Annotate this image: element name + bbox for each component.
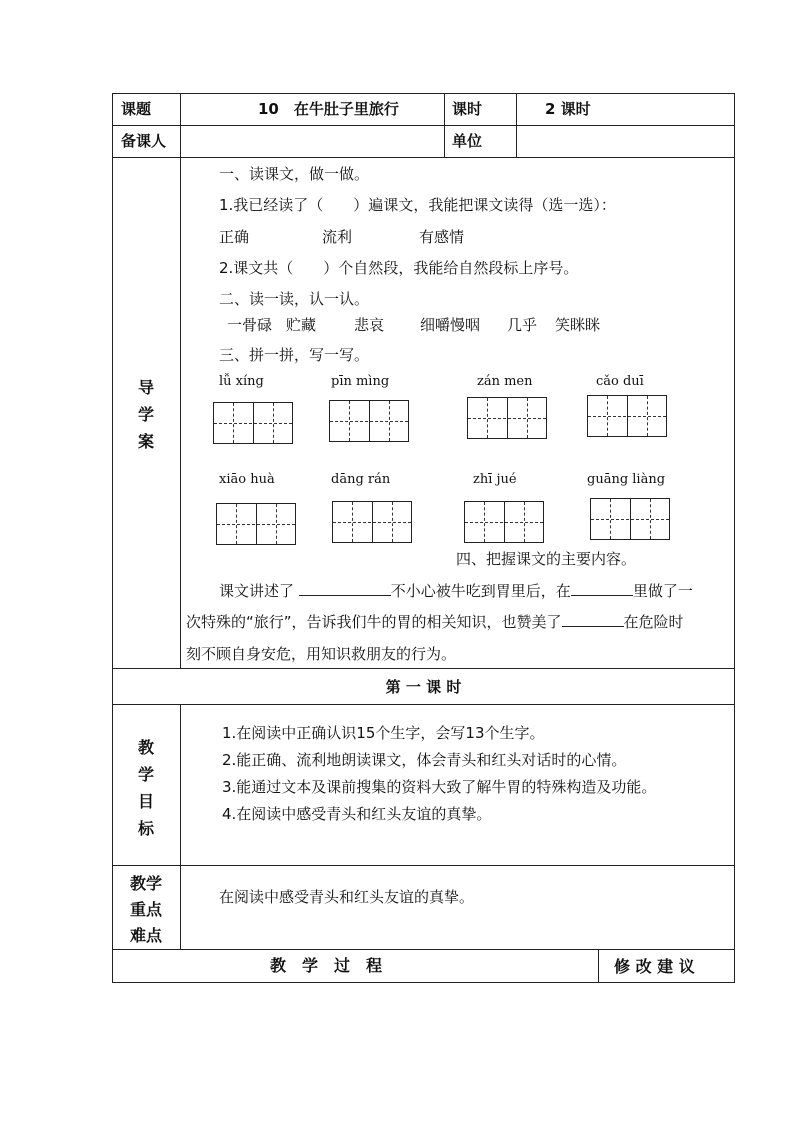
- goal-item: 4.在阅读中感受青头和红头友谊的真挚。: [222, 805, 492, 823]
- goals-side-char: 学: [137, 765, 154, 784]
- summary-line-2: [186, 605, 735, 639]
- goals-side-char: 目: [137, 792, 154, 811]
- word-item: 悲哀: [354, 316, 385, 334]
- suggest-label: 修 改 建 议: [614, 957, 695, 976]
- summary-text: 课文讲述了: [219, 582, 295, 600]
- guide-side-char: 学: [137, 405, 154, 424]
- col-rule: [598, 949, 599, 983]
- pinyin-label: xiāo huà: [219, 472, 275, 487]
- col-rule: [444, 93, 445, 157]
- pinyin-label: pīn mìng: [331, 374, 390, 389]
- unit-label: 单位: [452, 132, 483, 150]
- goals-side-label: [112, 734, 180, 842]
- writing-grid[interactable]: [213, 402, 293, 444]
- word-item: 贮藏: [286, 316, 317, 334]
- col-rule: [180, 93, 181, 668]
- pinyin-label: zán men: [477, 374, 533, 389]
- guide-side-char: 案: [137, 432, 154, 451]
- pinyin-label: guāng liàng: [587, 472, 666, 487]
- section2-title: 二、读一读，认一认。: [219, 290, 370, 308]
- option-emotion: 有感情: [419, 228, 465, 246]
- goals-side-char: 标: [137, 819, 154, 838]
- summary-text: 里做了一: [632, 582, 693, 600]
- summary-blank[interactable]: [562, 610, 624, 627]
- topic-value: 10 在牛肚子里旅行: [258, 100, 399, 118]
- writing-grid[interactable]: [464, 501, 544, 543]
- key-side-line: 教学: [129, 874, 162, 893]
- pinyin-label: dāng rán: [331, 472, 391, 487]
- hours-label: 课时: [452, 100, 483, 118]
- word-item: 一骨碌: [227, 316, 273, 334]
- writing-grid[interactable]: [467, 397, 547, 439]
- goals-side-char: 教: [137, 738, 154, 757]
- preparer-label: 备课人: [121, 132, 167, 150]
- pinyin-label: zhī jué: [473, 472, 517, 487]
- lesson-title: 第 一 课 时: [385, 678, 462, 696]
- section3-title: 三、拼一拼，写一写。: [219, 346, 370, 364]
- summary-line-3: 刻不顾自身安危，用知识救朋友的行为。: [186, 645, 457, 663]
- goal-item: 3.能通过文本及课前搜集的资料大致了解牛胃的特殊构造及功能。: [222, 778, 657, 796]
- col-rule: [516, 93, 517, 157]
- key-side-line: 难点: [129, 926, 162, 945]
- summary-blank[interactable]: [299, 579, 391, 596]
- topic-label: 课题: [121, 100, 152, 118]
- section1-question2: 2.课文共（ ）个自然段，我能给自然段标上序号。: [219, 259, 579, 277]
- row-rule: [112, 704, 735, 705]
- key-side-label: [112, 871, 180, 949]
- section1-title: 一、读课文，做一做。: [219, 165, 370, 183]
- summary-line-1: [219, 574, 735, 608]
- writing-grid[interactable]: [587, 395, 667, 437]
- row-rule: [112, 949, 735, 950]
- option-correct: 正确: [219, 228, 250, 246]
- guide-side-char: 导: [137, 378, 154, 397]
- summary-blank[interactable]: [571, 579, 633, 596]
- writing-grid[interactable]: [329, 400, 409, 442]
- pinyin-label: lǚ xíng: [219, 374, 264, 389]
- writing-grid[interactable]: [332, 501, 412, 543]
- summary-text: 不小心被牛吃到胃里后，在: [390, 582, 571, 600]
- section1-question1: 1.我已经读了（ ）遍课文，我能把课文读得（选一选）：: [219, 196, 616, 214]
- summary-text: 在危险时: [623, 613, 684, 631]
- row-rule: [112, 125, 735, 126]
- word-item: 几乎: [507, 316, 538, 334]
- word-item: 细嚼慢咽: [420, 316, 481, 334]
- summary-text: 次特殊的“旅行”，告诉我们牛的胃的相关知识，也赞美了: [186, 613, 562, 631]
- goal-item: 2.能正确、流利地朗读课文，体会青头和红头对话时的心情。: [222, 751, 627, 769]
- col-rule: [180, 704, 181, 949]
- pinyin-label: cǎo duī: [596, 374, 644, 389]
- word-item: 笑眯眯: [555, 316, 601, 334]
- writing-grid[interactable]: [590, 498, 670, 540]
- option-fluent: 流利: [322, 228, 353, 246]
- key-side-line: 重点: [129, 900, 162, 919]
- key-text: 在阅读中感受青头和红头友谊的真挚。: [219, 888, 475, 906]
- section4-title: 四、把握课文的主要内容。: [456, 550, 637, 568]
- goal-item: 1.在阅读中正确认识15个生字，会写13个生字。: [222, 724, 545, 742]
- writing-grid[interactable]: [216, 503, 296, 545]
- process-label: 教 学 过 程: [270, 956, 383, 975]
- row-rule: [112, 157, 735, 158]
- hours-value: 2 课时: [545, 100, 591, 118]
- row-rule: [112, 865, 735, 866]
- guide-side-label: [112, 374, 180, 455]
